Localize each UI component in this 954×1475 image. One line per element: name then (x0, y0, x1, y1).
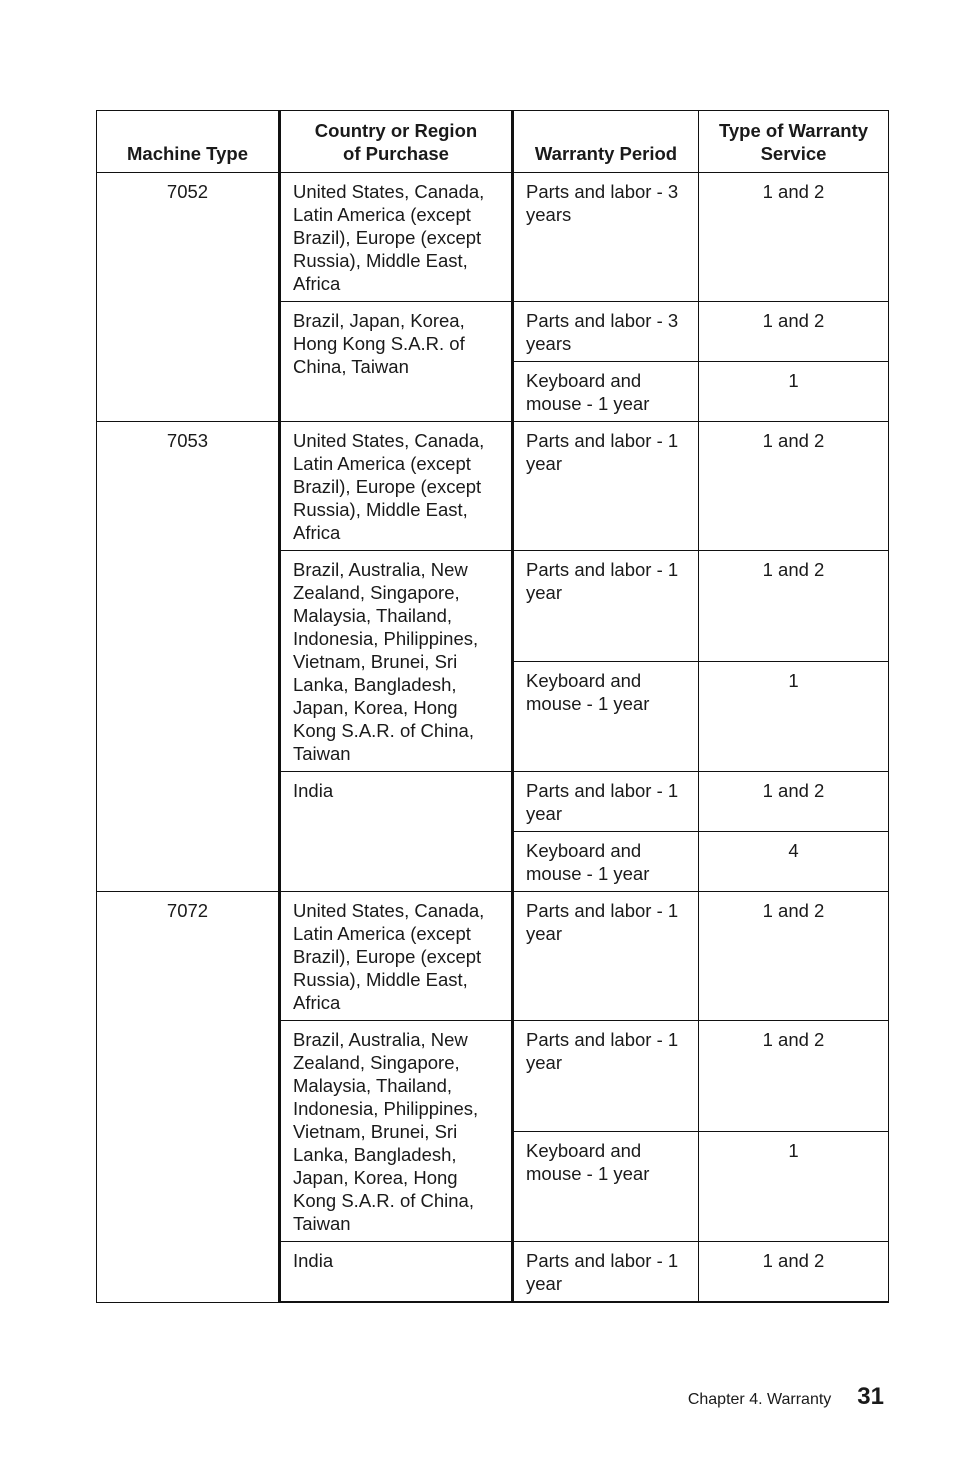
page-footer (688, 1383, 884, 1415)
machine-type-cell: 7072 (97, 892, 280, 1303)
service-type-cell: 1 and 2 (699, 173, 889, 302)
table-header-row (97, 111, 889, 173)
service-type-cell: 1 and 2 (699, 1021, 889, 1132)
table-row (97, 892, 889, 1021)
header-country: Country or Region of Purchase (280, 111, 513, 173)
header-service-type: Type of Warranty Service (699, 111, 889, 173)
service-type-cell: 1 and 2 (699, 422, 889, 551)
warranty-period-cell: Parts and labor - 1 year (513, 551, 699, 662)
machine-type-cell: 7052 (97, 173, 280, 422)
warranty-period-cell: Parts and labor - 3 years (513, 173, 699, 302)
service-type-cell: 1 and 2 (699, 551, 889, 662)
country-cell: United States, Canada, Latin America (except Brazil), Europe (except Russia), Middle East, Africa (280, 422, 513, 551)
warranty-period-cell: Parts and labor - 1 year (513, 1242, 699, 1303)
warranty-period-cell: Parts and labor - 3 years (513, 302, 699, 362)
country-cell: Brazil, Australia, New Zealand, Singapore, Malaysia, Thailand, Indonesia, Philippines, Vietnam, Brunei, Sri Lanka, Bangladesh, Japan, Korea, Hong Kong S.A.R. of China, Taiwan (280, 551, 513, 772)
warranty-period-cell: Keyboard and mouse - 1 year (513, 1131, 699, 1242)
machine-type-cell: 7053 (97, 422, 280, 892)
header-machine-type: Machine Type (97, 111, 280, 173)
warranty-period-cell: Keyboard and mouse - 1 year (513, 362, 699, 422)
service-type-cell: 1 (699, 362, 889, 422)
chapter-label: Chapter 4. Warranty (687, 1391, 832, 1408)
country-cell: India (280, 1242, 513, 1303)
table-body (97, 173, 889, 1303)
page-number: 31 (857, 1383, 884, 1410)
country-cell: India (280, 772, 513, 892)
table-row (97, 173, 889, 302)
country-cell: Brazil, Australia, New Zealand, Singapore, Malaysia, Thailand, Indonesia, Philippines, Vietnam, Brunei, Sri Lanka, Bangladesh, Japan, Korea, Hong Kong S.A.R. of China, Taiwan (280, 1021, 513, 1242)
service-type-cell: 1 (699, 661, 889, 772)
table-row (97, 422, 889, 551)
service-type-cell: 1 and 2 (699, 302, 889, 362)
country-cell: United States, Canada, Latin America (except Brazil), Europe (except Russia), Middle East, Africa (280, 173, 513, 302)
header-warranty-period: Warranty Period (513, 111, 699, 173)
service-type-cell: 1 and 2 (699, 892, 889, 1021)
warranty-period-cell: Keyboard and mouse - 1 year (513, 661, 699, 772)
warranty-period-cell: Parts and labor - 1 year (513, 422, 699, 551)
service-type-cell: 4 (699, 832, 889, 892)
service-type-cell: 1 and 2 (699, 1242, 889, 1303)
country-cell: Brazil, Japan, Korea, Hong Kong S.A.R. of China, Taiwan (280, 302, 513, 422)
warranty-period-cell: Keyboard and mouse - 1 year (513, 832, 699, 892)
warranty-table (96, 110, 889, 1303)
warranty-period-cell: Parts and labor - 1 year (513, 772, 699, 832)
service-type-cell: 1 (699, 1131, 889, 1242)
warranty-period-cell: Parts and labor - 1 year (513, 1021, 699, 1132)
service-type-cell: 1 and 2 (699, 772, 889, 832)
warranty-period-cell: Parts and labor - 1 year (513, 892, 699, 1021)
country-cell: United States, Canada, Latin America (except Brazil), Europe (except Russia), Middle East, Africa (280, 892, 513, 1021)
